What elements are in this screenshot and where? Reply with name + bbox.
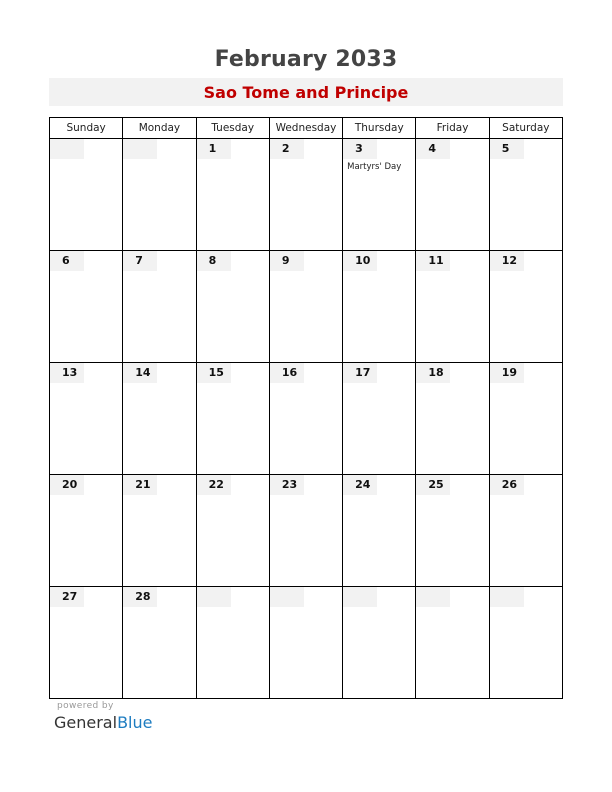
day-number xyxy=(123,139,157,159)
country-name: Sao Tome and Principe xyxy=(203,83,409,102)
day-number: 23 xyxy=(270,475,304,495)
day-cell[interactable] xyxy=(416,251,489,363)
day-number: 5 xyxy=(490,139,524,159)
day-number: 10 xyxy=(343,251,377,271)
day-cell[interactable] xyxy=(196,363,269,475)
week-row xyxy=(50,587,563,699)
day-number: 6 xyxy=(50,251,84,271)
day-number: 27 xyxy=(50,587,84,607)
day-number: 14 xyxy=(123,363,157,383)
day-cell[interactable] xyxy=(196,251,269,363)
day-cell[interactable] xyxy=(343,251,416,363)
day-cell[interactable] xyxy=(50,251,123,363)
day-number: 22 xyxy=(197,475,231,495)
weekday-sunday: Sunday xyxy=(50,118,123,139)
weekday-wednesday: Wednesday xyxy=(269,118,342,139)
weekday-thursday: Thursday xyxy=(343,118,416,139)
day-cell[interactable] xyxy=(343,475,416,587)
day-number: 11 xyxy=(416,251,450,271)
day-cell[interactable] xyxy=(416,139,489,251)
day-cell[interactable] xyxy=(196,139,269,251)
day-number: 8 xyxy=(197,251,231,271)
day-cell[interactable] xyxy=(416,475,489,587)
day-cell[interactable] xyxy=(489,139,562,251)
day-number: 7 xyxy=(123,251,157,271)
week-row xyxy=(50,363,563,475)
day-cell[interactable] xyxy=(489,475,562,587)
day-cell[interactable] xyxy=(123,363,196,475)
day-number: 19 xyxy=(490,363,524,383)
day-number: 20 xyxy=(50,475,84,495)
powered-by-label: powered by xyxy=(57,701,114,711)
day-number xyxy=(197,587,231,607)
day-cell[interactable] xyxy=(269,251,342,363)
week-row xyxy=(50,251,563,363)
brand-general: General xyxy=(54,713,118,732)
day-number: 16 xyxy=(270,363,304,383)
day-cell[interactable] xyxy=(269,587,342,699)
holiday-label: Martyrs' Day xyxy=(347,162,402,172)
generalblue-logo[interactable] xyxy=(54,713,152,732)
day-cell[interactable] xyxy=(489,251,562,363)
day-number: 9 xyxy=(270,251,304,271)
brand-blue: Blue xyxy=(117,713,153,732)
day-number: 24 xyxy=(343,475,377,495)
day-number xyxy=(343,587,377,607)
day-cell[interactable] xyxy=(123,587,196,699)
calendar-table xyxy=(49,117,563,699)
day-number: 17 xyxy=(343,363,377,383)
day-cell[interactable] xyxy=(123,475,196,587)
day-cell[interactable] xyxy=(196,475,269,587)
day-cell[interactable] xyxy=(50,475,123,587)
day-number xyxy=(50,139,84,159)
calendar-grid xyxy=(49,117,563,697)
day-cell[interactable] xyxy=(123,251,196,363)
day-cell[interactable] xyxy=(416,363,489,475)
weekday-monday: Monday xyxy=(123,118,196,139)
calendar-title: February 2033 xyxy=(214,47,398,72)
day-number xyxy=(416,587,450,607)
day-cell[interactable] xyxy=(343,139,416,251)
day-cell[interactable] xyxy=(489,587,562,699)
day-cell[interactable] xyxy=(343,363,416,475)
calendar-body xyxy=(50,139,563,699)
day-cell[interactable] xyxy=(269,139,342,251)
day-cell[interactable] xyxy=(269,363,342,475)
weekday-header-row xyxy=(50,118,563,139)
day-cell[interactable] xyxy=(50,363,123,475)
day-cell[interactable] xyxy=(123,139,196,251)
day-number: 25 xyxy=(416,475,450,495)
day-number: 18 xyxy=(416,363,450,383)
day-number: 21 xyxy=(123,475,157,495)
day-number: 28 xyxy=(123,587,157,607)
weekday-tuesday: Tuesday xyxy=(196,118,269,139)
day-cell[interactable] xyxy=(50,587,123,699)
day-number: 13 xyxy=(50,363,84,383)
day-number: 1 xyxy=(197,139,231,159)
day-number: 3 xyxy=(343,139,377,159)
day-number: 12 xyxy=(490,251,524,271)
day-number xyxy=(490,587,524,607)
day-cell[interactable] xyxy=(269,475,342,587)
week-row xyxy=(50,475,563,587)
day-cell[interactable] xyxy=(343,587,416,699)
weekday-friday: Friday xyxy=(416,118,489,139)
country-banner xyxy=(49,78,563,106)
day-number: 2 xyxy=(270,139,304,159)
day-cell[interactable] xyxy=(489,363,562,475)
day-number xyxy=(270,587,304,607)
day-number: 15 xyxy=(197,363,231,383)
day-number: 26 xyxy=(490,475,524,495)
day-cell[interactable] xyxy=(50,139,123,251)
day-cell[interactable] xyxy=(196,587,269,699)
weekday-saturday: Saturday xyxy=(489,118,562,139)
day-number: 4 xyxy=(416,139,450,159)
day-cell[interactable] xyxy=(416,587,489,699)
week-row xyxy=(50,139,563,251)
